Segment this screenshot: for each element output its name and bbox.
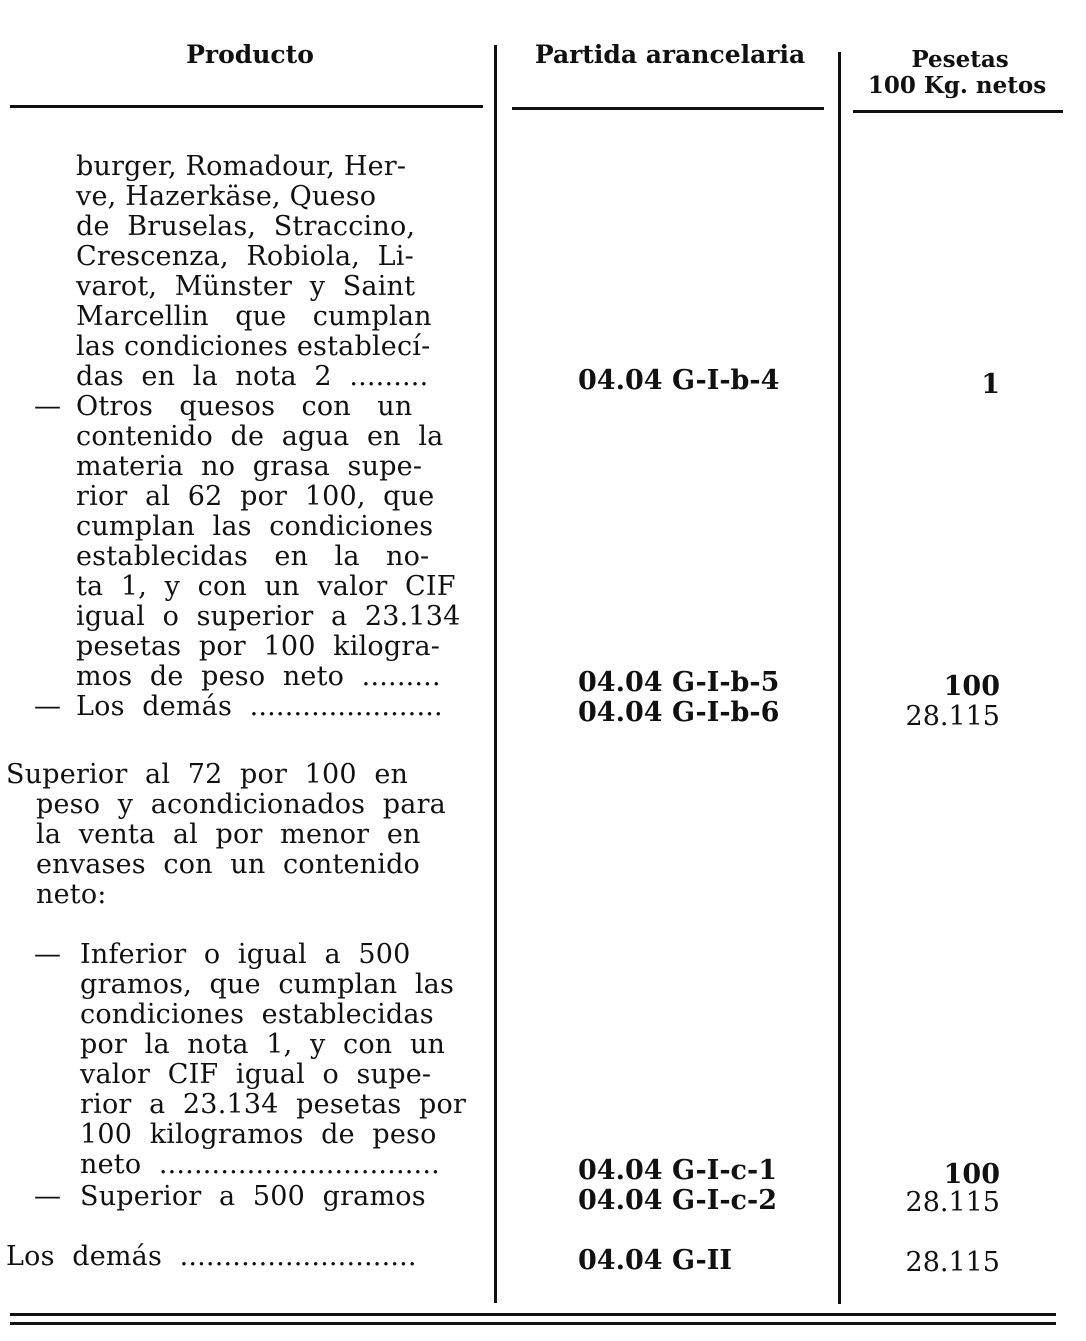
bottom-rule-top (10, 1313, 1056, 1316)
header-rule-pesetas (853, 110, 1063, 113)
tariff-code: 04.04 G-I-b-5 (578, 667, 780, 698)
product-line: por la nota 1, y con un (80, 1029, 446, 1060)
pesetas-value: 28.115 (905, 701, 1000, 732)
product-line: Marcellin que cumplan (76, 301, 432, 332)
product-line: envases con un contenido (36, 849, 421, 880)
header-rule-product (10, 105, 483, 108)
product-line: Los demás ........................... (6, 1241, 417, 1272)
product-line: condiciones establecidas (80, 999, 434, 1030)
tariff-code: 04.04 G-I-b-6 (578, 697, 780, 728)
tariff-code: 04.04 G-II (578, 1245, 732, 1276)
tariff-code: 04.04 G-I-c-2 (578, 1185, 777, 1216)
product-line: la venta al por menor en (36, 819, 421, 850)
product-line: neto: (36, 879, 107, 910)
header-pesetas-unit: 100 Kg. netos (867, 72, 1047, 99)
product-line: pesetas por 100 kilogra- (76, 631, 441, 662)
column-divider-1 (494, 45, 497, 1303)
pesetas-value: 28.115 (905, 1187, 1000, 1218)
header-pesetas: Pesetas (911, 46, 1009, 73)
product-line: Los demás ...................... (76, 691, 443, 722)
dash-marker: — (34, 691, 62, 722)
product-line: 100 kilogramos de peso (80, 1119, 437, 1150)
product-line: materia no grasa supe- (76, 451, 423, 482)
product-line: rior a 23.134 pesetas por (80, 1089, 467, 1120)
product-line: Otros quesos con un (76, 391, 413, 422)
bottom-rule-bottom (10, 1322, 1056, 1325)
dash-marker: — (34, 391, 62, 422)
header-rule-partida (512, 107, 824, 110)
pesetas-value: 28.115 (905, 1247, 1000, 1278)
product-line: peso y acondicionados para (36, 789, 446, 820)
product-line: Crescenza, Robiola, Li- (76, 241, 414, 272)
column-divider-2 (838, 52, 841, 1304)
product-line: ve, Hazerkäse, Queso (76, 181, 377, 212)
pesetas-value: 1 (981, 369, 1000, 400)
dash-marker: — (34, 1181, 62, 1212)
product-line: varot, Münster y Saint (76, 271, 416, 302)
header-producto: Producto (186, 40, 314, 69)
tariff-code: 04.04 G-I-c-1 (578, 1155, 777, 1186)
product-line: Superior al 72 por 100 en (6, 759, 409, 790)
product-line: valor CIF igual o supe- (80, 1059, 432, 1090)
pesetas-value: 100 (943, 1159, 1000, 1190)
product-line: contenido de agua en la (76, 421, 444, 452)
product-line: las condiciones establecí- (76, 331, 431, 362)
tariff-code: 04.04 G-I-b-4 (578, 365, 780, 396)
product-line: das en la nota 2 ......... (76, 361, 429, 392)
product-line: Inferior o igual a 500 (80, 939, 411, 970)
product-line: ta 1, y con un valor CIF (76, 571, 456, 602)
product-line: gramos, que cumplan las (80, 969, 455, 1000)
product-line: cumplan las condiciones (76, 511, 434, 542)
product-line: de Bruselas, Straccino, (76, 211, 416, 242)
product-line: rior al 62 por 100, que (76, 481, 435, 512)
product-line: neto ................................ (80, 1149, 440, 1180)
product-line: igual o superior a 23.134 (76, 601, 461, 632)
product-line: establecidas en la no- (76, 541, 430, 572)
product-line: mos de peso neto ......... (76, 661, 441, 692)
header-partida: Partida arancelaria (534, 40, 806, 69)
dash-marker: — (34, 939, 62, 970)
product-line: Superior a 500 gramos (80, 1181, 426, 1212)
product-line: burger, Romadour, Her- (76, 151, 407, 182)
pesetas-value: 100 (943, 671, 1000, 702)
